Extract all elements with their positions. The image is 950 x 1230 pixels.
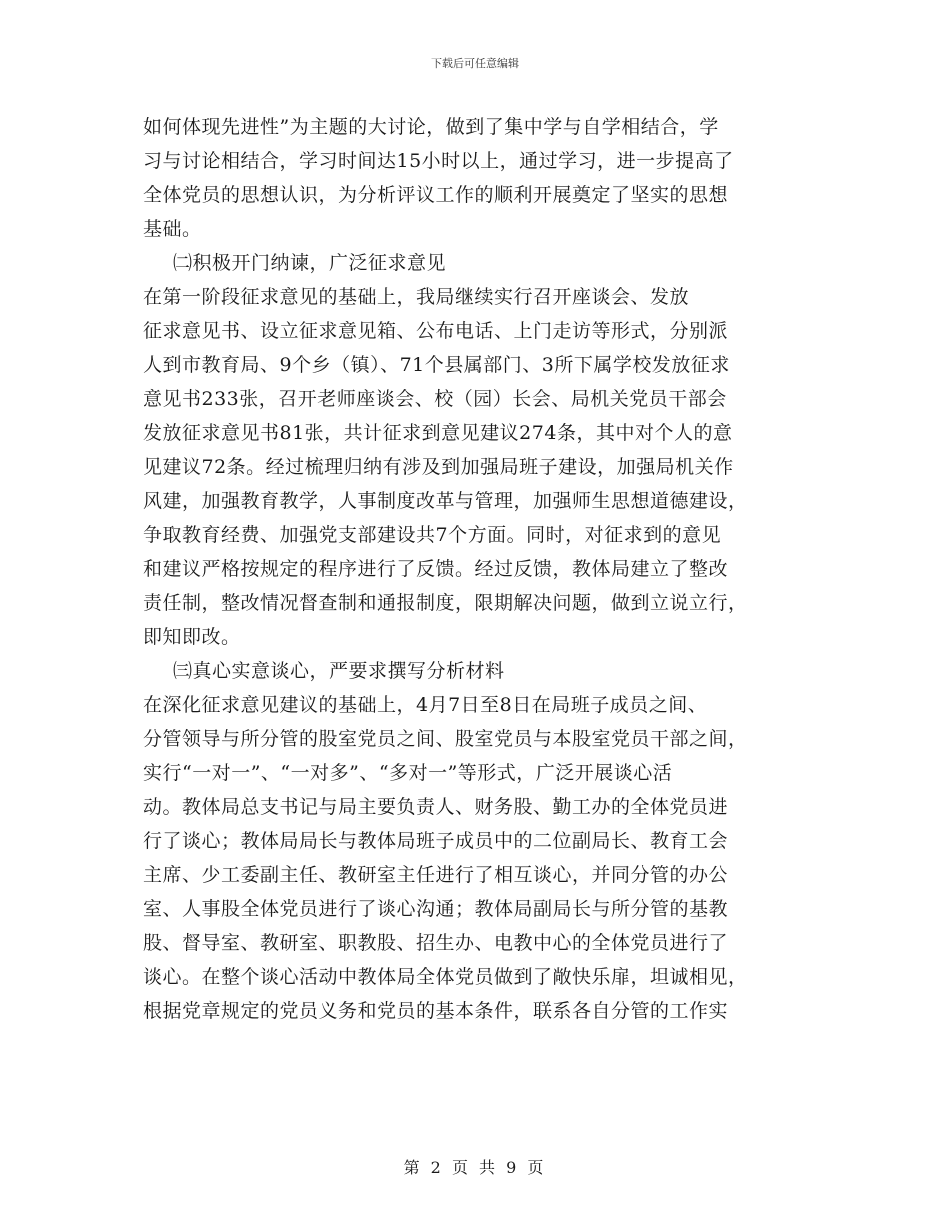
text-line: 如何体现先进性”为主题的大讨论，做到了集中学与自学相结合，学	[143, 116, 719, 138]
text-line: 责任制，整改情况督查制和通报制度，限期解决问题，做到立说立行，	[143, 592, 748, 614]
text-line: 动。教体局总支书记与局主要负责人、财务股、勤工办的全体党员进	[143, 796, 729, 818]
document-body	[143, 110, 843, 1028]
text-line: 行了谈心；教体局局长与教体局班子成员中的二位副局长、教育工会	[143, 830, 729, 852]
text-line: 发放征求意见书81张，共计征求到意见建议274条，其中对个人的意	[143, 422, 733, 444]
text-line: 争取教育经费、加强党支部建设共7个方面。同时，对征求到的意见	[143, 524, 722, 546]
text-line: 征求意见书、设立征求意见箱、公布电话、上门走访等形式，分别派	[143, 320, 729, 342]
text-line: 股、督导室、教研室、职教股、招生办、电教中心的全体党员进行了	[143, 932, 729, 954]
page-footer: 第 2 页 共 9 页	[403, 1158, 547, 1177]
page-header: 下载后可任意编辑	[431, 57, 519, 70]
text-line: 全体党员的思想认识，为分析评议工作的顺利开展奠定了坚实的思想	[143, 184, 729, 206]
text-line: 习与讨论相结合，学习时间达15小时以上，通过学习，进一步提高了	[143, 150, 734, 172]
text-line: 根据党章规定的党员义务和党员的基本条件，联系各自分管的工作实	[143, 1000, 729, 1022]
text-line: 和建议严格按规定的程序进行了反馈。经过反馈，教体局建立了整改	[143, 558, 729, 580]
text-line: 主席、少工委副主任、教研室主任进行了相互谈心，并同分管的办公	[143, 864, 729, 886]
text-line: 人到市教育局、9个乡（镇）、71个县属部门、3所下属学校发放征求	[143, 354, 730, 376]
text-line: 实行“一对一”、“一对多”、“多对一”等形式，广泛开展谈心活	[143, 762, 673, 784]
text-line: 基础。	[143, 218, 202, 240]
text-line: 在第一阶段征求意见的基础上，我局继续实行召开座谈会、发放	[143, 286, 690, 308]
text-line: 分管领导与所分管的股室党员之间、股室党员与本股室党员干部之间，	[143, 728, 748, 750]
text-line: 在深化征求意见建议的基础上，4月7日至8日在局班子成员之间、	[143, 694, 708, 716]
text-line: 见建议72条。经过梳理归纳有涉及到加强局班子建设，加强局机关作	[143, 456, 734, 478]
text-line: 即知即改。	[143, 626, 241, 648]
section-heading: ㈢真心实意谈心，严要求撰写分析材料	[173, 660, 505, 682]
text-line: 谈心。在整个谈心活动中教体局全体党员做到了敞快乐扉，坦诚相见，	[143, 966, 748, 988]
text-line: 意见书233张，召开老师座谈会、校（园）长会、局机关党员干部会	[143, 388, 727, 410]
section-heading: ㈡积极开门纳谏，广泛征求意见	[173, 252, 447, 274]
text-line: 风建，加强教育教学，人事制度改革与管理，加强师生思想道德建设，	[143, 490, 748, 512]
text-line: 室、人事股全体党员进行了谈心沟通；教体局副局长与所分管的基教	[143, 898, 729, 920]
